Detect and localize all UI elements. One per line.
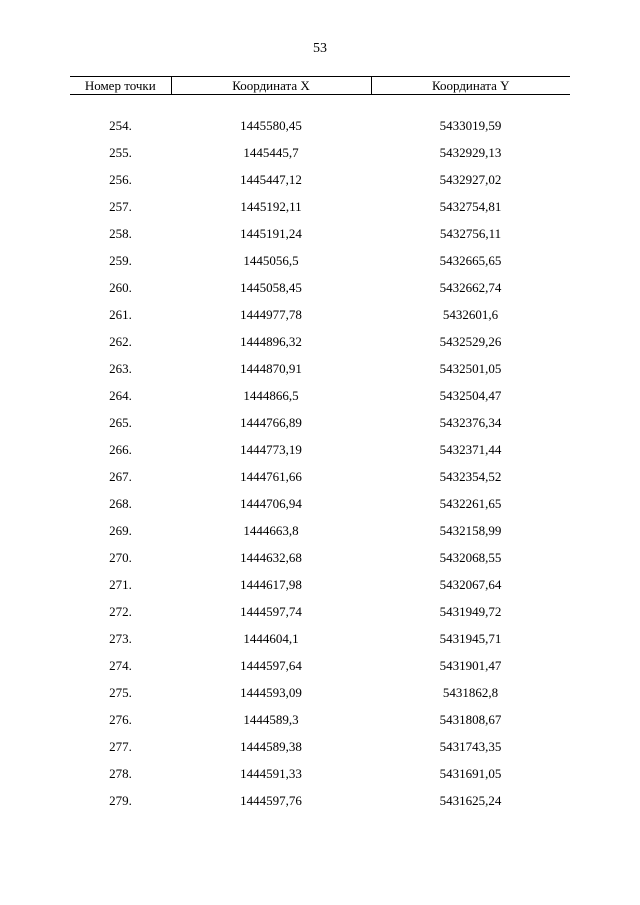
point-number-cell: 263. xyxy=(109,361,132,376)
coordinates-table xyxy=(70,76,570,814)
point-number-cell: 256. xyxy=(109,172,132,187)
point-number-cell: 258. xyxy=(109,226,132,241)
coordinate-x-cell: 1444591,33 xyxy=(240,766,302,781)
coordinate-x-cell: 1445058,45 xyxy=(240,280,302,295)
table-row xyxy=(70,220,570,247)
coordinate-y-cell: 5431625,24 xyxy=(439,793,502,808)
table-row xyxy=(70,760,570,787)
coordinate-y-cell: 5431949,72 xyxy=(439,604,502,619)
coordinate-y-cell: 5432529,26 xyxy=(439,334,502,349)
point-number-cell: 254. xyxy=(109,118,132,133)
coordinate-x-cell: 1444597,64 xyxy=(240,658,302,673)
point-number-cell: 259. xyxy=(109,253,132,268)
coordinate-y-cell: 5432929,13 xyxy=(439,145,502,160)
coordinate-x-cell: 1445445,7 xyxy=(243,145,299,160)
coordinate-y-cell: 5432754,81 xyxy=(439,199,502,214)
table-row xyxy=(70,571,570,598)
table-row xyxy=(70,328,570,355)
point-number-cell: 261. xyxy=(109,307,132,322)
table-row xyxy=(70,139,570,166)
coordinate-x-cell: 1444663,8 xyxy=(243,523,299,538)
table-row xyxy=(70,247,570,274)
point-number-cell: 267. xyxy=(109,469,132,484)
table-row xyxy=(70,301,570,328)
coordinate-y-cell: 5432501,05 xyxy=(439,361,502,376)
coordinate-y-cell: 5432504,47 xyxy=(439,388,502,403)
coordinate-y-cell: 5431901,47 xyxy=(439,658,502,673)
table-row xyxy=(70,598,570,625)
point-number-cell: 264. xyxy=(109,388,132,403)
point-number-cell: 276. xyxy=(109,712,132,727)
coordinate-x-cell: 1444706,94 xyxy=(240,496,302,511)
coordinate-x-cell: 1444589,38 xyxy=(240,739,302,754)
coordinate-x-cell: 1444866,5 xyxy=(243,388,299,403)
point-number-cell: 272. xyxy=(109,604,132,619)
coordinate-y-cell: 5433019,59 xyxy=(439,118,502,133)
coordinate-x-cell: 1444593,09 xyxy=(240,685,302,700)
point-number-cell: 265. xyxy=(109,415,132,430)
point-number-cell: 275. xyxy=(109,685,132,700)
point-number-cell: 279. xyxy=(109,793,132,808)
table-row xyxy=(70,463,570,490)
table-row xyxy=(70,733,570,760)
table-row xyxy=(70,544,570,571)
point-number-cell: 273. xyxy=(109,631,132,646)
point-number-cell: 278. xyxy=(109,766,132,781)
coordinate-y-cell: 5431808,67 xyxy=(439,712,502,727)
point-number-cell: 260. xyxy=(109,280,132,295)
point-number-cell: 270. xyxy=(109,550,132,565)
coordinate-y-cell: 5432601,6 xyxy=(442,307,499,322)
coordinate-x-cell: 1444766,89 xyxy=(240,415,302,430)
coordinate-y-cell: 5432371,44 xyxy=(439,442,502,457)
coordinate-x-cell: 1444604,1 xyxy=(243,631,299,646)
coordinate-y-cell: 5432261,65 xyxy=(439,496,502,511)
coordinate-y-cell: 5432158,99 xyxy=(439,523,502,538)
coordinate-y-cell: 5431945,71 xyxy=(439,631,502,646)
table-row xyxy=(70,274,570,301)
coordinate-x-cell: 1445056,5 xyxy=(243,253,299,268)
point-number-cell: 277. xyxy=(109,739,132,754)
table-body xyxy=(70,95,570,815)
point-number-cell: 274. xyxy=(109,658,132,673)
coordinate-y-cell: 5432756,11 xyxy=(439,226,502,241)
coordinate-x-cell: 1445580,45 xyxy=(240,118,302,133)
table-row xyxy=(70,382,570,409)
table-row xyxy=(70,409,570,436)
point-number-cell: 255. xyxy=(109,145,132,160)
coordinate-x-cell: 1444896,32 xyxy=(240,334,302,349)
coordinate-y-cell: 5432927,02 xyxy=(439,172,502,187)
table-row xyxy=(70,355,570,382)
coordinate-y-cell: 5432665,65 xyxy=(439,253,502,268)
table-row xyxy=(70,490,570,517)
coordinate-x-cell: 1444761,66 xyxy=(240,469,302,484)
table-row xyxy=(70,166,570,193)
table-row xyxy=(70,679,570,706)
header-coordinate-x: Координата X xyxy=(171,77,371,95)
table-row xyxy=(70,193,570,220)
coordinate-y-cell: 5432068,55 xyxy=(439,550,502,565)
table-row xyxy=(70,706,570,733)
coordinate-x-cell: 1444870,91 xyxy=(240,361,302,376)
point-number-cell: 268. xyxy=(109,496,132,511)
header-coordinate-y: Координата Y xyxy=(371,77,570,95)
coordinate-x-cell: 1445447,12 xyxy=(240,172,302,187)
coordinate-y-cell: 5432067,64 xyxy=(439,577,502,592)
point-number-cell: 262. xyxy=(109,334,132,349)
coordinate-y-cell: 5431691,05 xyxy=(439,766,502,781)
coordinate-x-cell: 1444773,19 xyxy=(240,442,302,457)
header-point-number: Номер точки xyxy=(70,77,171,95)
coordinate-y-cell: 5431743,35 xyxy=(439,739,502,754)
table-row xyxy=(70,787,570,814)
table-row xyxy=(70,436,570,463)
coordinate-y-cell: 5432662,74 xyxy=(439,280,502,295)
table-row xyxy=(70,112,570,139)
coordinate-x-cell: 1444632,68 xyxy=(240,550,302,565)
table-spacer-row xyxy=(70,95,570,113)
coordinate-x-cell: 1444597,74 xyxy=(240,604,302,619)
coordinate-x-cell: 1444597,76 xyxy=(240,793,302,808)
coordinate-y-cell: 5432354,52 xyxy=(439,469,502,484)
coordinate-x-cell: 1444589,3 xyxy=(243,712,299,727)
coordinate-y-cell: 5432376,34 xyxy=(439,415,502,430)
table-row xyxy=(70,652,570,679)
table-header-row xyxy=(70,77,570,95)
page-number: 53 xyxy=(313,41,327,56)
table-row xyxy=(70,517,570,544)
coordinate-x-cell: 1445191,24 xyxy=(240,226,302,241)
table-row xyxy=(70,625,570,652)
point-number-cell: 269. xyxy=(109,523,132,538)
coordinate-x-cell: 1445192,11 xyxy=(240,199,302,214)
point-number-cell: 271. xyxy=(109,577,132,592)
point-number-cell: 266. xyxy=(109,442,132,457)
coordinate-x-cell: 1444977,78 xyxy=(240,307,302,322)
coordinate-x-cell: 1444617,98 xyxy=(240,577,302,592)
coordinate-y-cell: 5431862,8 xyxy=(442,685,499,700)
point-number-cell: 257. xyxy=(109,199,132,214)
